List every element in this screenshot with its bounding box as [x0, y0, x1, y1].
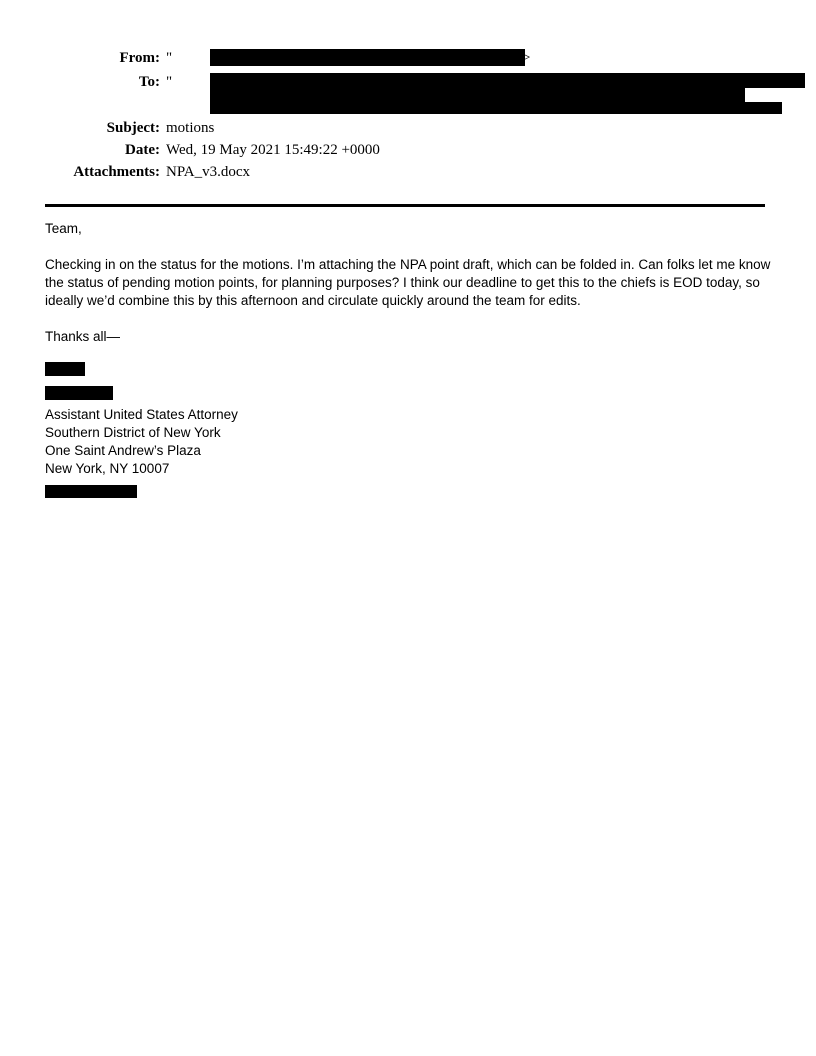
header-row-from [45, 48, 771, 72]
body-paragraph: Checking in on the status for the motions. I’m attaching the NPA point draft, which can be folded in. Can folks let me know the status of pending motion points, for planning purposes? I think our deadline to get this to the chiefs is EOD today, so ideally we’d combine this by this afternoon and circulate quickly around the team for edits. [45, 257, 771, 308]
attachment-filename[interactable]: NPA_v3.docx [166, 164, 251, 180]
to-quote-mark: " [166, 74, 173, 90]
signature-line-2: Southern District of New York [45, 425, 221, 440]
redaction-signature-footer [45, 485, 137, 498]
signature-line-1: Assistant United States Attorney [45, 407, 238, 422]
redaction-signature-title [45, 386, 113, 400]
header-value-from [166, 48, 172, 68]
signature-line-3: One Saint Andrew’s Plaza [45, 443, 201, 458]
header-row-attachments [45, 162, 771, 184]
body-greeting: Team, [45, 221, 82, 236]
signature-spacer-top [45, 346, 771, 360]
redaction-from [210, 49, 525, 66]
signature-name-redaction-wrap [45, 360, 771, 384]
email-header [45, 48, 771, 184]
from-quote-mark: " [166, 50, 173, 66]
header-label-attachments: Attachments: [73, 164, 160, 180]
header-label-to: To: [138, 74, 160, 90]
redaction-signature-name [45, 362, 85, 376]
header-value-to [166, 72, 172, 92]
signature-address-block [45, 406, 771, 478]
email-body [45, 220, 771, 502]
from-trailing-bracket: > [522, 50, 531, 66]
signature-line-4: New York, NY 10007 [45, 461, 170, 476]
redaction-to-line1 [210, 73, 805, 88]
redaction-to-line2 [210, 88, 745, 102]
header-value-subject: motions [166, 120, 215, 136]
header-row-to [45, 72, 771, 118]
signature-footer-redaction-wrap [45, 478, 771, 502]
header-value-date: Wed, 19 May 2021 15:49:22 +0000 [166, 142, 380, 158]
signature-block-redaction-wrap [45, 384, 771, 406]
header-row-subject [45, 118, 771, 140]
header-body-divider [45, 204, 765, 207]
header-label-date: Date: [125, 142, 160, 158]
redaction-to-line3 [210, 102, 782, 114]
header-label-from: From: [119, 50, 160, 66]
header-label-subject: Subject: [106, 120, 160, 136]
body-closing: Thanks all— [45, 329, 121, 344]
header-row-date [45, 140, 771, 162]
